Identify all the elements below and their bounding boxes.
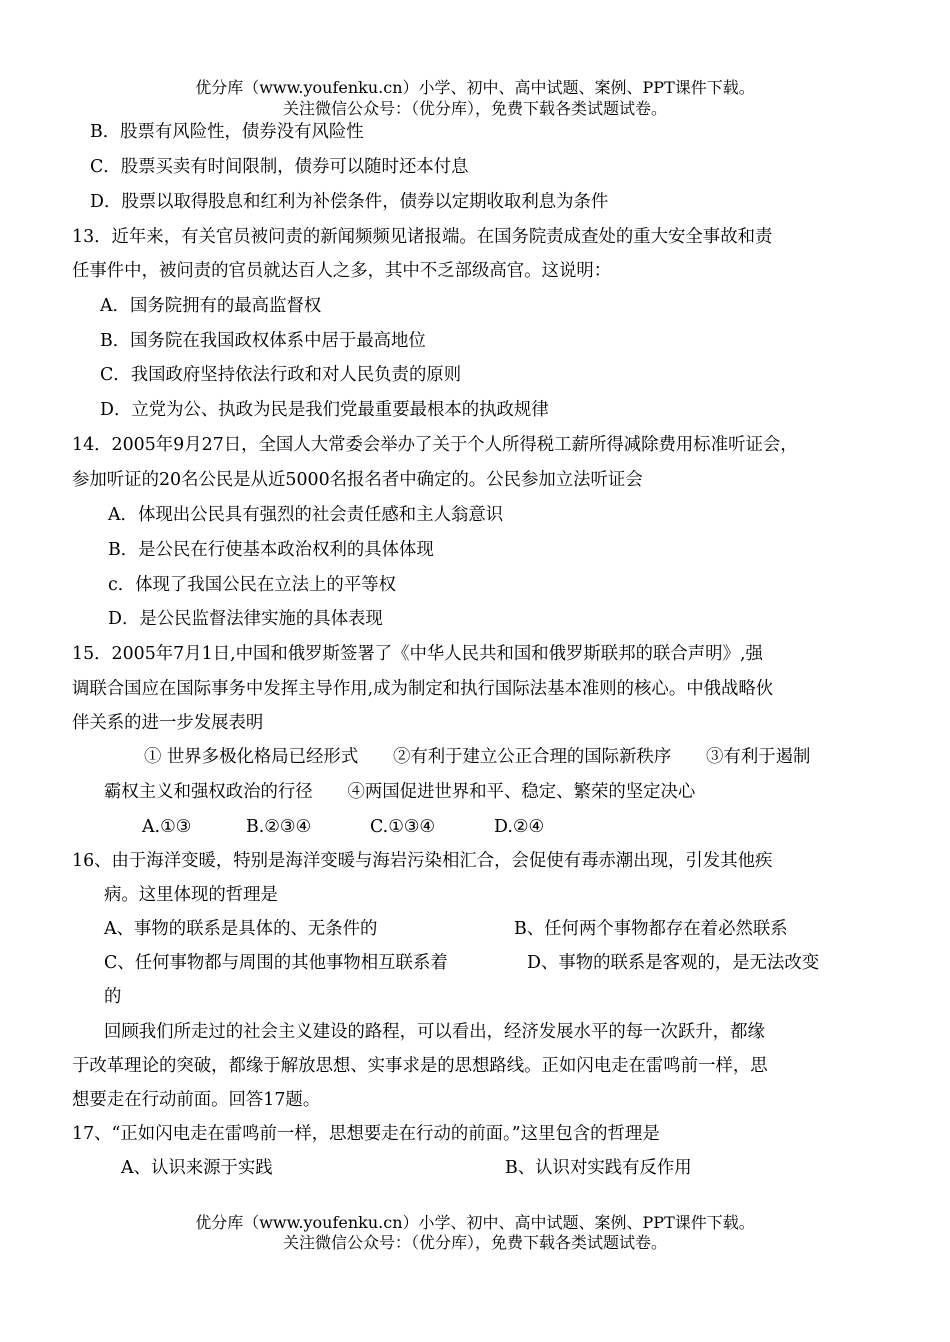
q15-option-b: B.②③④ — [246, 817, 312, 837]
q15-stem-line-1: 15．2005年7月1日,中国和俄罗斯签署了《中华人民共和国和俄罗斯联邦的联合声明》,强 — [72, 644, 763, 664]
q16-option-c: C、任何事物都与周围的其他事物相互联系着 — [104, 953, 448, 973]
footer-line-2: 关注微信公众号：（优分库），免费下载各类试题试卷。 — [282, 1233, 667, 1252]
q16-stem-line-1: 16、由于海洋变暖，特别是海洋变暖与海岩污染相汇合，会促使有毒赤潮出现，引发其他疾 — [72, 851, 773, 871]
q14-option-d: D．是公民监督法律实施的具体表现 — [108, 609, 383, 629]
q12-option-c: C．股票买卖有时间限制，债券可以随时还本付息 — [90, 157, 469, 177]
q14-stem-line-1: 14．2005年9月27日，全国人大常委会举办了关于个人所得税工薪所得减除费用标准听证会， — [72, 435, 798, 455]
q16-option-a: A、事物的联系是具体的、无条件的 — [104, 919, 378, 939]
q16-stem-line-2: 病。这里体现的哲理是 — [104, 885, 278, 905]
q14-option-b: B．是公民在行使基本政治权利的具体体现 — [108, 540, 434, 560]
q15-option-d: D.②④ — [494, 817, 545, 837]
q13-option-b: B．国务院在我国政权体系中居于最高地位 — [100, 331, 426, 351]
q13-option-d: D．立党为公、执政为民是我们党最重要最根本的执政规律 — [100, 400, 549, 420]
q12-option-b: B．股票有风险性，债券没有风险性 — [90, 122, 364, 142]
q15-stem-line-2: 调联合国应在国际事务中发挥主导作用,成为制定和执行国际法基本准则的核心。中俄战略伙 — [72, 679, 774, 699]
q14-option-a: A．体现出公民具有强烈的社会责任感和主人翁意识 — [108, 505, 504, 525]
q15-statements-line-2: 霸权主义和强权政治的行径 ④两国促进世界和平、稳定、繁荣的坚定决心 — [104, 782, 696, 802]
q16-option-d-continued: 的 — [104, 987, 122, 1007]
q15-statements-line-1: ① 世界多极化格局已经形式 ②有利于建立公正合理的国际新秩序 ③有利于遏制 — [144, 747, 811, 767]
q16-option-d: D、事物的联系是客观的，是无法改变 — [527, 953, 820, 973]
footer-line-1: 优分库（www.youfenku.cn）小学、初中、高中试题、案例、PPT课件下载。 — [195, 1213, 755, 1232]
q15-option-c: C.①③④ — [370, 817, 435, 837]
material-line-3: 想要走在行动前面。回答17题。 — [72, 1090, 321, 1110]
q13-stem-line-1: 13．近年来，有关官员被问责的新闻频频见诸报端。在国务院责成查处的重大安全事故和责 — [72, 227, 773, 247]
header-line-1: 优分库（www.youfenku.cn）小学、初中、高中试题、案例、PPT课件下载。 — [195, 78, 755, 97]
q17-option-a: A、认识来源于实践 — [121, 1158, 273, 1178]
q14-stem-line-2: 参加听证的20名公民是从近5000名报名者中确定的。公民参加立法听证会 — [72, 470, 643, 490]
material-line-2: 于改革理论的突破，都缘于解放思想、实事求是的思想路线。正如闪电走在雷鸣前一样，思 — [72, 1056, 768, 1076]
q17-stem: 17、“正如闪电走在雷鸣前一样，思想要走在行动的前面。”这里包含的哲理是 — [72, 1124, 660, 1144]
header-line-2: 关注微信公众号：（优分库），免费下载各类试题试卷。 — [282, 99, 667, 118]
q15-option-a: A.①③ — [142, 817, 192, 837]
q13-option-a: A．国务院拥有的最高监督权 — [100, 296, 322, 316]
q13-option-c: C．我国政府坚持依法行政和对人民负责的原则 — [100, 365, 462, 385]
q17-option-b: B、认识对实践有反作用 — [505, 1158, 692, 1178]
material-line-1: 回顾我们所走过的社会主义建设的路程，可以看出，经济发展水平的每一次跃升，都缘 — [104, 1022, 765, 1042]
q14-option-c: c．体现了我国公民在立法上的平等权 — [108, 575, 396, 595]
q15-options-row — [142, 816, 544, 838]
q12-option-d: D．股票以取得股息和红利为补偿条件，债券以定期收取利息为条件 — [90, 192, 609, 212]
q15-stem-line-3: 伴关系的进一步发展表明 — [72, 713, 264, 733]
q16-option-b: B、任何两个事物都存在着必然联系 — [514, 919, 788, 939]
q13-stem-line-2: 任事件中，被问责的官员就达百人之多，其中不乏部级高官。这说明： — [72, 261, 612, 281]
